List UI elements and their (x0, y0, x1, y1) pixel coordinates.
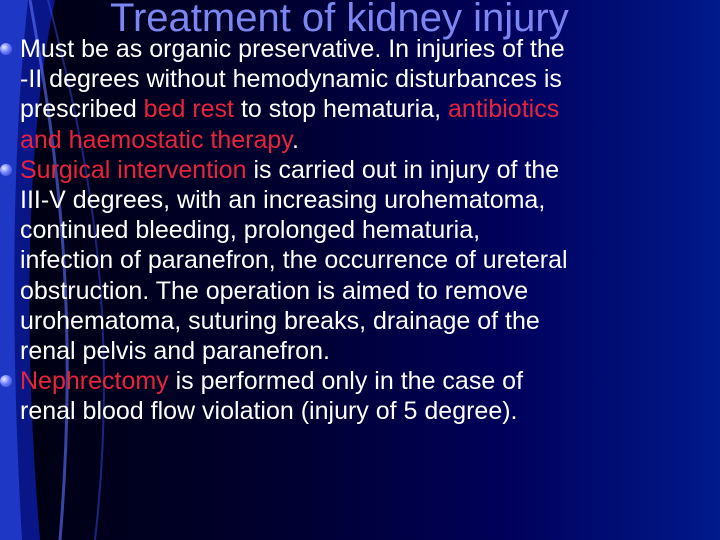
text-segment: infection of paranefron, the occurrence of ureteral (20, 246, 568, 275)
highlighted-text: antibiotics (448, 95, 560, 124)
text-segment: renal blood flow violation (injury of 5 degree). (20, 397, 518, 426)
text-segment: urohematoma, suturing breaks, drainage of the (20, 306, 540, 335)
text-line (20, 215, 720, 245)
text-segment: is carried out in injury of the (246, 155, 560, 184)
text-line (20, 125, 720, 155)
text-segment: -II degrees without hemodynamic disturbances is (20, 65, 562, 94)
text-segment: to stop hematuria, (234, 95, 449, 124)
bullet-icon (0, 43, 12, 55)
text-line (20, 336, 720, 366)
text-segment: prescribed (20, 95, 144, 124)
bullet-icon (0, 164, 12, 176)
bullet-paragraph (20, 34, 720, 155)
text-line (20, 94, 720, 124)
text-segment: obstruction. The operation is aimed to remove (20, 276, 529, 305)
text-line (20, 34, 720, 64)
text-segment: is performed only in the case of (168, 367, 524, 396)
text-segment: renal pelvis and paranefron. (20, 337, 330, 366)
text-line (20, 396, 720, 426)
highlighted-text: Nephrectomy (20, 367, 169, 396)
highlighted-text: bed rest (143, 95, 235, 124)
highlighted-text: Surgical intervention (20, 155, 247, 184)
text-line (20, 306, 720, 336)
text-line (20, 276, 720, 306)
slide-body (20, 34, 720, 427)
text-line (20, 185, 720, 215)
text-line (20, 155, 720, 185)
text-segment: continued bleeding, prolonged hematuria, (20, 216, 481, 245)
text-line (20, 64, 720, 94)
bullet-paragraph (20, 366, 720, 426)
slide-title: Treatment of kidney injury (110, 0, 569, 40)
bullet-paragraph (20, 155, 720, 366)
text-line (20, 366, 720, 396)
text-segment: . (291, 125, 299, 154)
highlighted-text: and haemostatic therapy (20, 125, 292, 154)
text-segment: Must be as organic preservative. In injuries of the (20, 35, 565, 63)
text-line (20, 245, 720, 275)
text-segment: III-V degrees, with an increasing urohematoma, (20, 186, 546, 215)
